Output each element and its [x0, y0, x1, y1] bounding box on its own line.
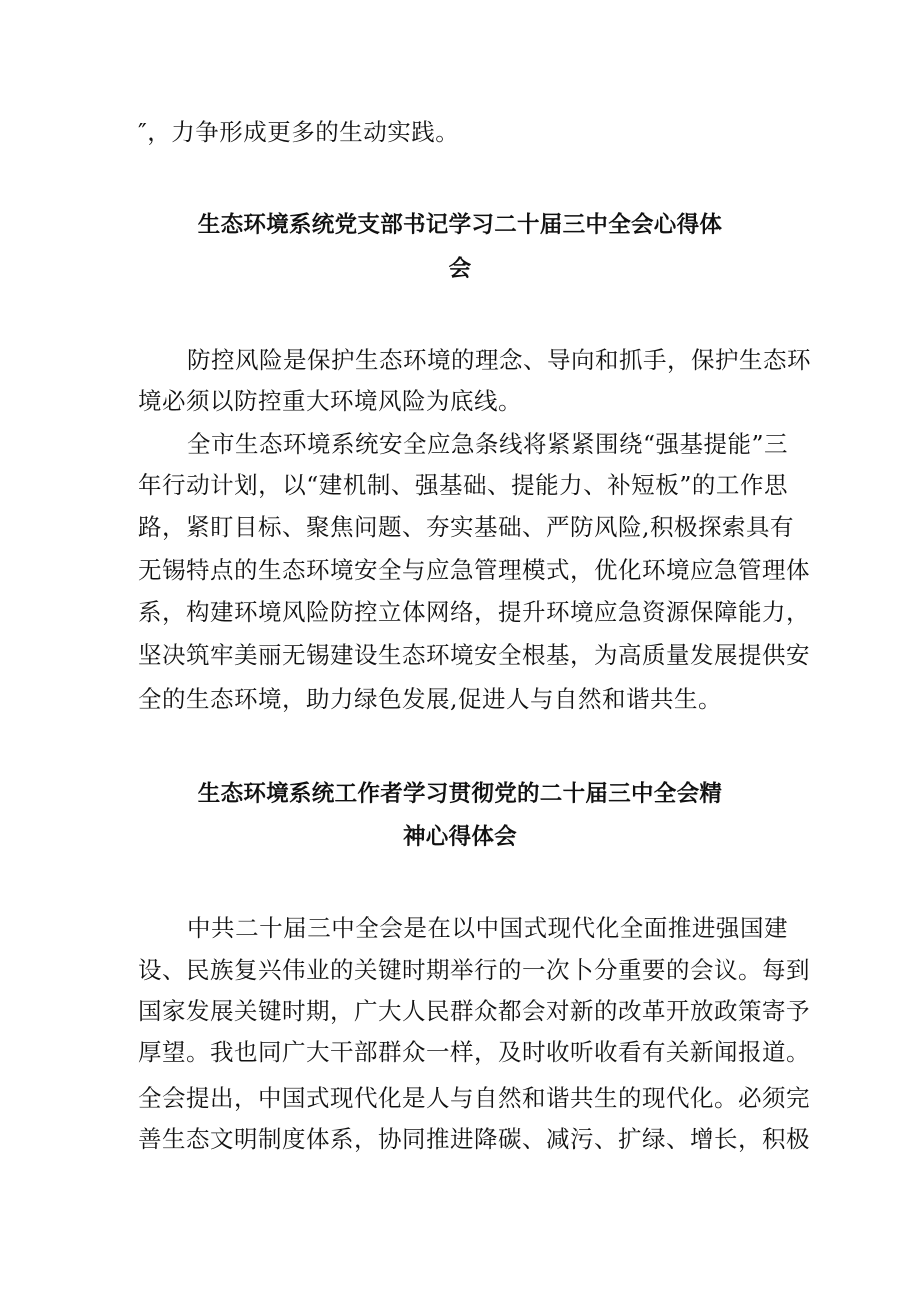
section1-title-line-1: 生态环境系统党支部书记学习二十届三中全会心得体: [197, 212, 723, 238]
section2-para1-line-5: 全会提出，中国式现代化是人与自然和谐共生的现代化。必须完: [138, 1084, 810, 1112]
section2-para1-line-3: 国家发展关键时期，广大人民群众都会对新的改革开放政策寄予: [138, 997, 810, 1025]
section1-para2-line-6: 坚决筑牢美丽无锡建设生态环境安全根基，为高质量发展提供安: [138, 641, 810, 669]
section2-para1-line-4: 厚望。我也同广大干部群众一样，及时收听收看有关新闻报道。: [138, 1038, 810, 1066]
section2-para1-line-1: 中共二十届三中全会是在以中国式现代化全面推进强国建: [187, 914, 788, 942]
section2-title-line-1: 生态环境系统工作者学习贯彻党的二十届三中全会精: [197, 781, 723, 807]
section1-para2-line-3: 路，紧盯目标、聚焦问题、夯实基础、严防风险,积极探索具有: [138, 513, 794, 541]
section2-para1-line-2: 设、民族复兴伟业的关键时期举行的一次卜分重要的会议。每到: [138, 956, 810, 984]
section1-para2-line-4: 无锡特点的生态环境安全与应急管理模式，优化环境应急管理体: [138, 556, 810, 584]
section1-para2-line-7: 全的生态环境，助力绿色发展,促进人与自然和谐共生。: [138, 685, 722, 713]
section1-para2-line-2: 年行动计划，以“建机制、强基础、提能力、补短板”的工作思: [138, 471, 788, 499]
section2-para1-line-6: 善生态文明制度体系，协同推进降碳、减污、扩绿、增长，积极: [138, 1125, 810, 1153]
section1-para2-line-1: 全市生态环境系统安全应急条线将紧紧围绕“强基提能”三: [187, 430, 789, 458]
section1-para2-line-5: 系，构建环境风险防控立体网络，提升环境应急资源保障能力，: [138, 598, 810, 626]
section2-title-line-2: 神心得体会: [402, 824, 517, 850]
section1-para1-line-1: 防控风险是保护生态环境的理念、导向和抓手，保护生态环: [187, 346, 811, 374]
continuation-text: ″，力争形成更多的生动实践。: [138, 118, 460, 146]
section1-title-line-2: 会: [448, 256, 472, 282]
section1-para1-line-2: 境必须以防控重大环境风险为底线。: [138, 387, 522, 415]
